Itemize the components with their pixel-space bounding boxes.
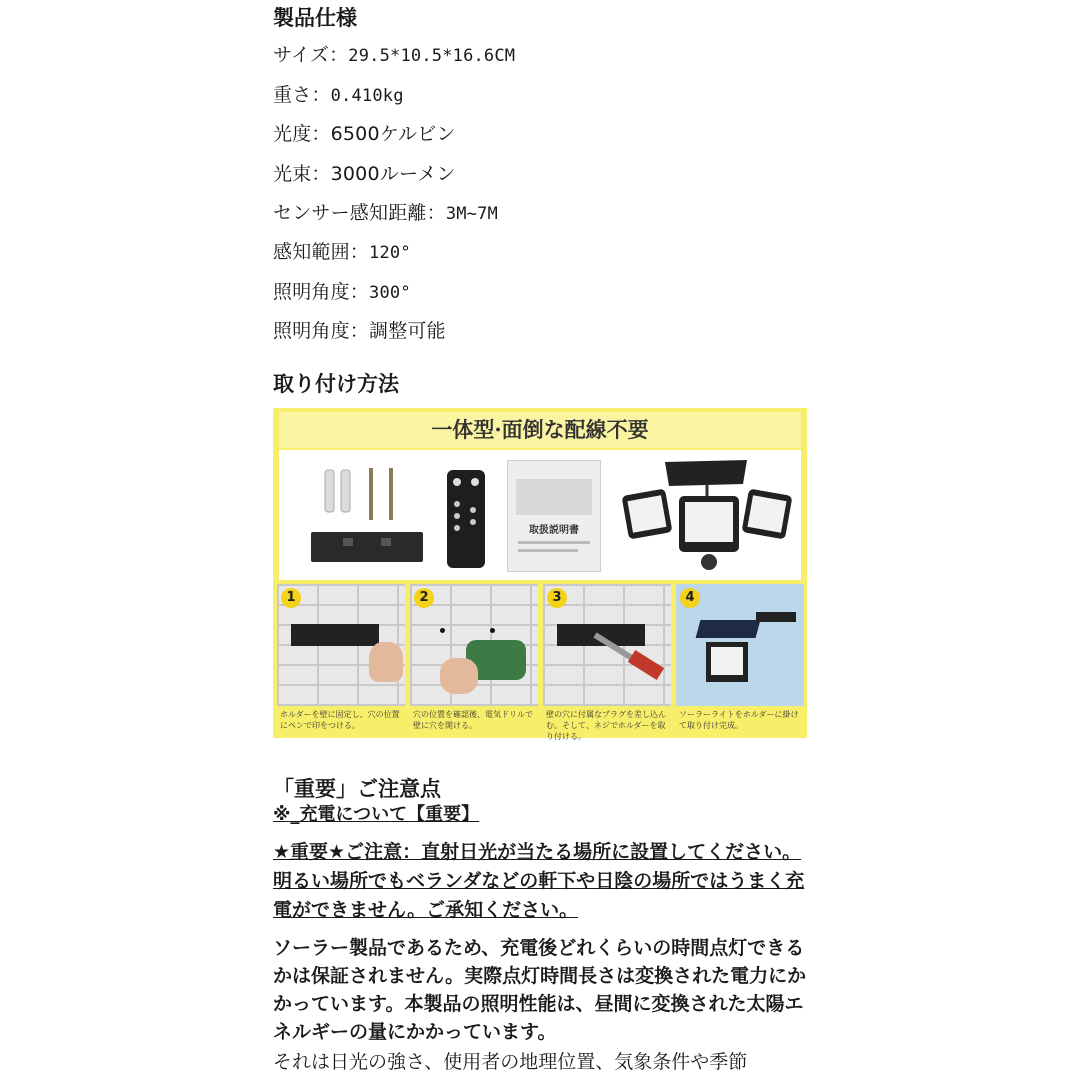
spec-label: 光束： [273, 163, 331, 185]
notice-subheading: ※_充電について【重要】 [273, 804, 480, 825]
spec-label: サイズ： [273, 44, 349, 66]
install-step-2 [410, 584, 538, 734]
spec-row [273, 277, 411, 304]
spec-row [273, 80, 404, 107]
spec-row [273, 237, 411, 264]
install-banner: 一体型·面倒な配線不要 [279, 412, 801, 448]
spec-row [273, 40, 515, 67]
step-number: 1 [281, 588, 301, 608]
spec-value: 300° [369, 283, 411, 303]
step-caption: ホルダーを壁に固定し、穴の位置にペンで印をつける。 [277, 706, 405, 734]
parts-image [279, 450, 801, 580]
step-caption: 壁の穴に付属なプラグを差し込んむ。そして、ネジでホルダーを取り付ける。 [543, 706, 671, 734]
spec-value: 0.410kg [330, 86, 404, 106]
solar-lamp-icon [617, 458, 797, 576]
manual-title: 取扱説明書 [529, 525, 579, 536]
spec-label: センサー感知距離： [273, 202, 446, 224]
spec-row [273, 159, 456, 186]
spec-label: 照明角度： [273, 281, 370, 303]
spec-label: 光度： [273, 123, 331, 145]
notice-tail: それは日光の強さ、使用者の地理位置、気象条件や季節 [273, 1051, 748, 1073]
step-number: 3 [547, 588, 567, 608]
spec-row [273, 316, 446, 343]
install-step-1 [277, 584, 405, 734]
notice-body: ソーラー製品であるため、充電後どれくらいの時間点灯できるかは保証されません。実際点灯時間長さは変換された電力にかかっています。本製品の照明性能は、昼間に変換された太陽エネルギーの量にかかっています。 [273, 937, 807, 1043]
spec-value: 29.5*10.5*16.6CM [348, 46, 516, 66]
spec-value: 120° [369, 243, 411, 263]
spec-label: 重さ： [273, 84, 331, 106]
spec-row [273, 198, 498, 225]
install-step-3 [543, 584, 671, 741]
install-heading: 取り付け方法 [273, 372, 399, 396]
step-number: 4 [680, 588, 700, 608]
spec-value: 3M~7M [445, 204, 498, 224]
notice-warning: ★重要★ご注意：直射日光が当たる場所に設置してください。明るい場所でもベランダなどの軒下や日陰の場所ではうまく充電ができません。ご承知ください。 [273, 841, 805, 921]
install-steps [277, 584, 803, 741]
install-panel [273, 408, 807, 741]
spec-value: 6500ケルビン [330, 123, 456, 145]
screws-anchors-icon [309, 464, 429, 576]
spec-label: 照明角度： [273, 320, 370, 342]
step-number: 2 [414, 588, 434, 608]
step-caption: ソーラーライトをホルダーに掛けて取り付け完成。 [676, 706, 804, 734]
manual-icon [507, 460, 601, 572]
install-step-4 [676, 584, 804, 734]
remote-control-icon [445, 468, 489, 572]
spec-value: 3000ルーメン [330, 163, 456, 185]
step-caption: 穴の位置を確認後、電気ドリルで壁に穴を開ける。 [410, 706, 538, 734]
notice-heading: 「重要」ご注意点 [273, 777, 441, 802]
spec-row [273, 119, 456, 146]
spec-value: 調整可能 [369, 320, 446, 342]
spec-heading: 製品仕様 [273, 6, 357, 30]
spec-label: 感知範囲： [273, 241, 370, 263]
